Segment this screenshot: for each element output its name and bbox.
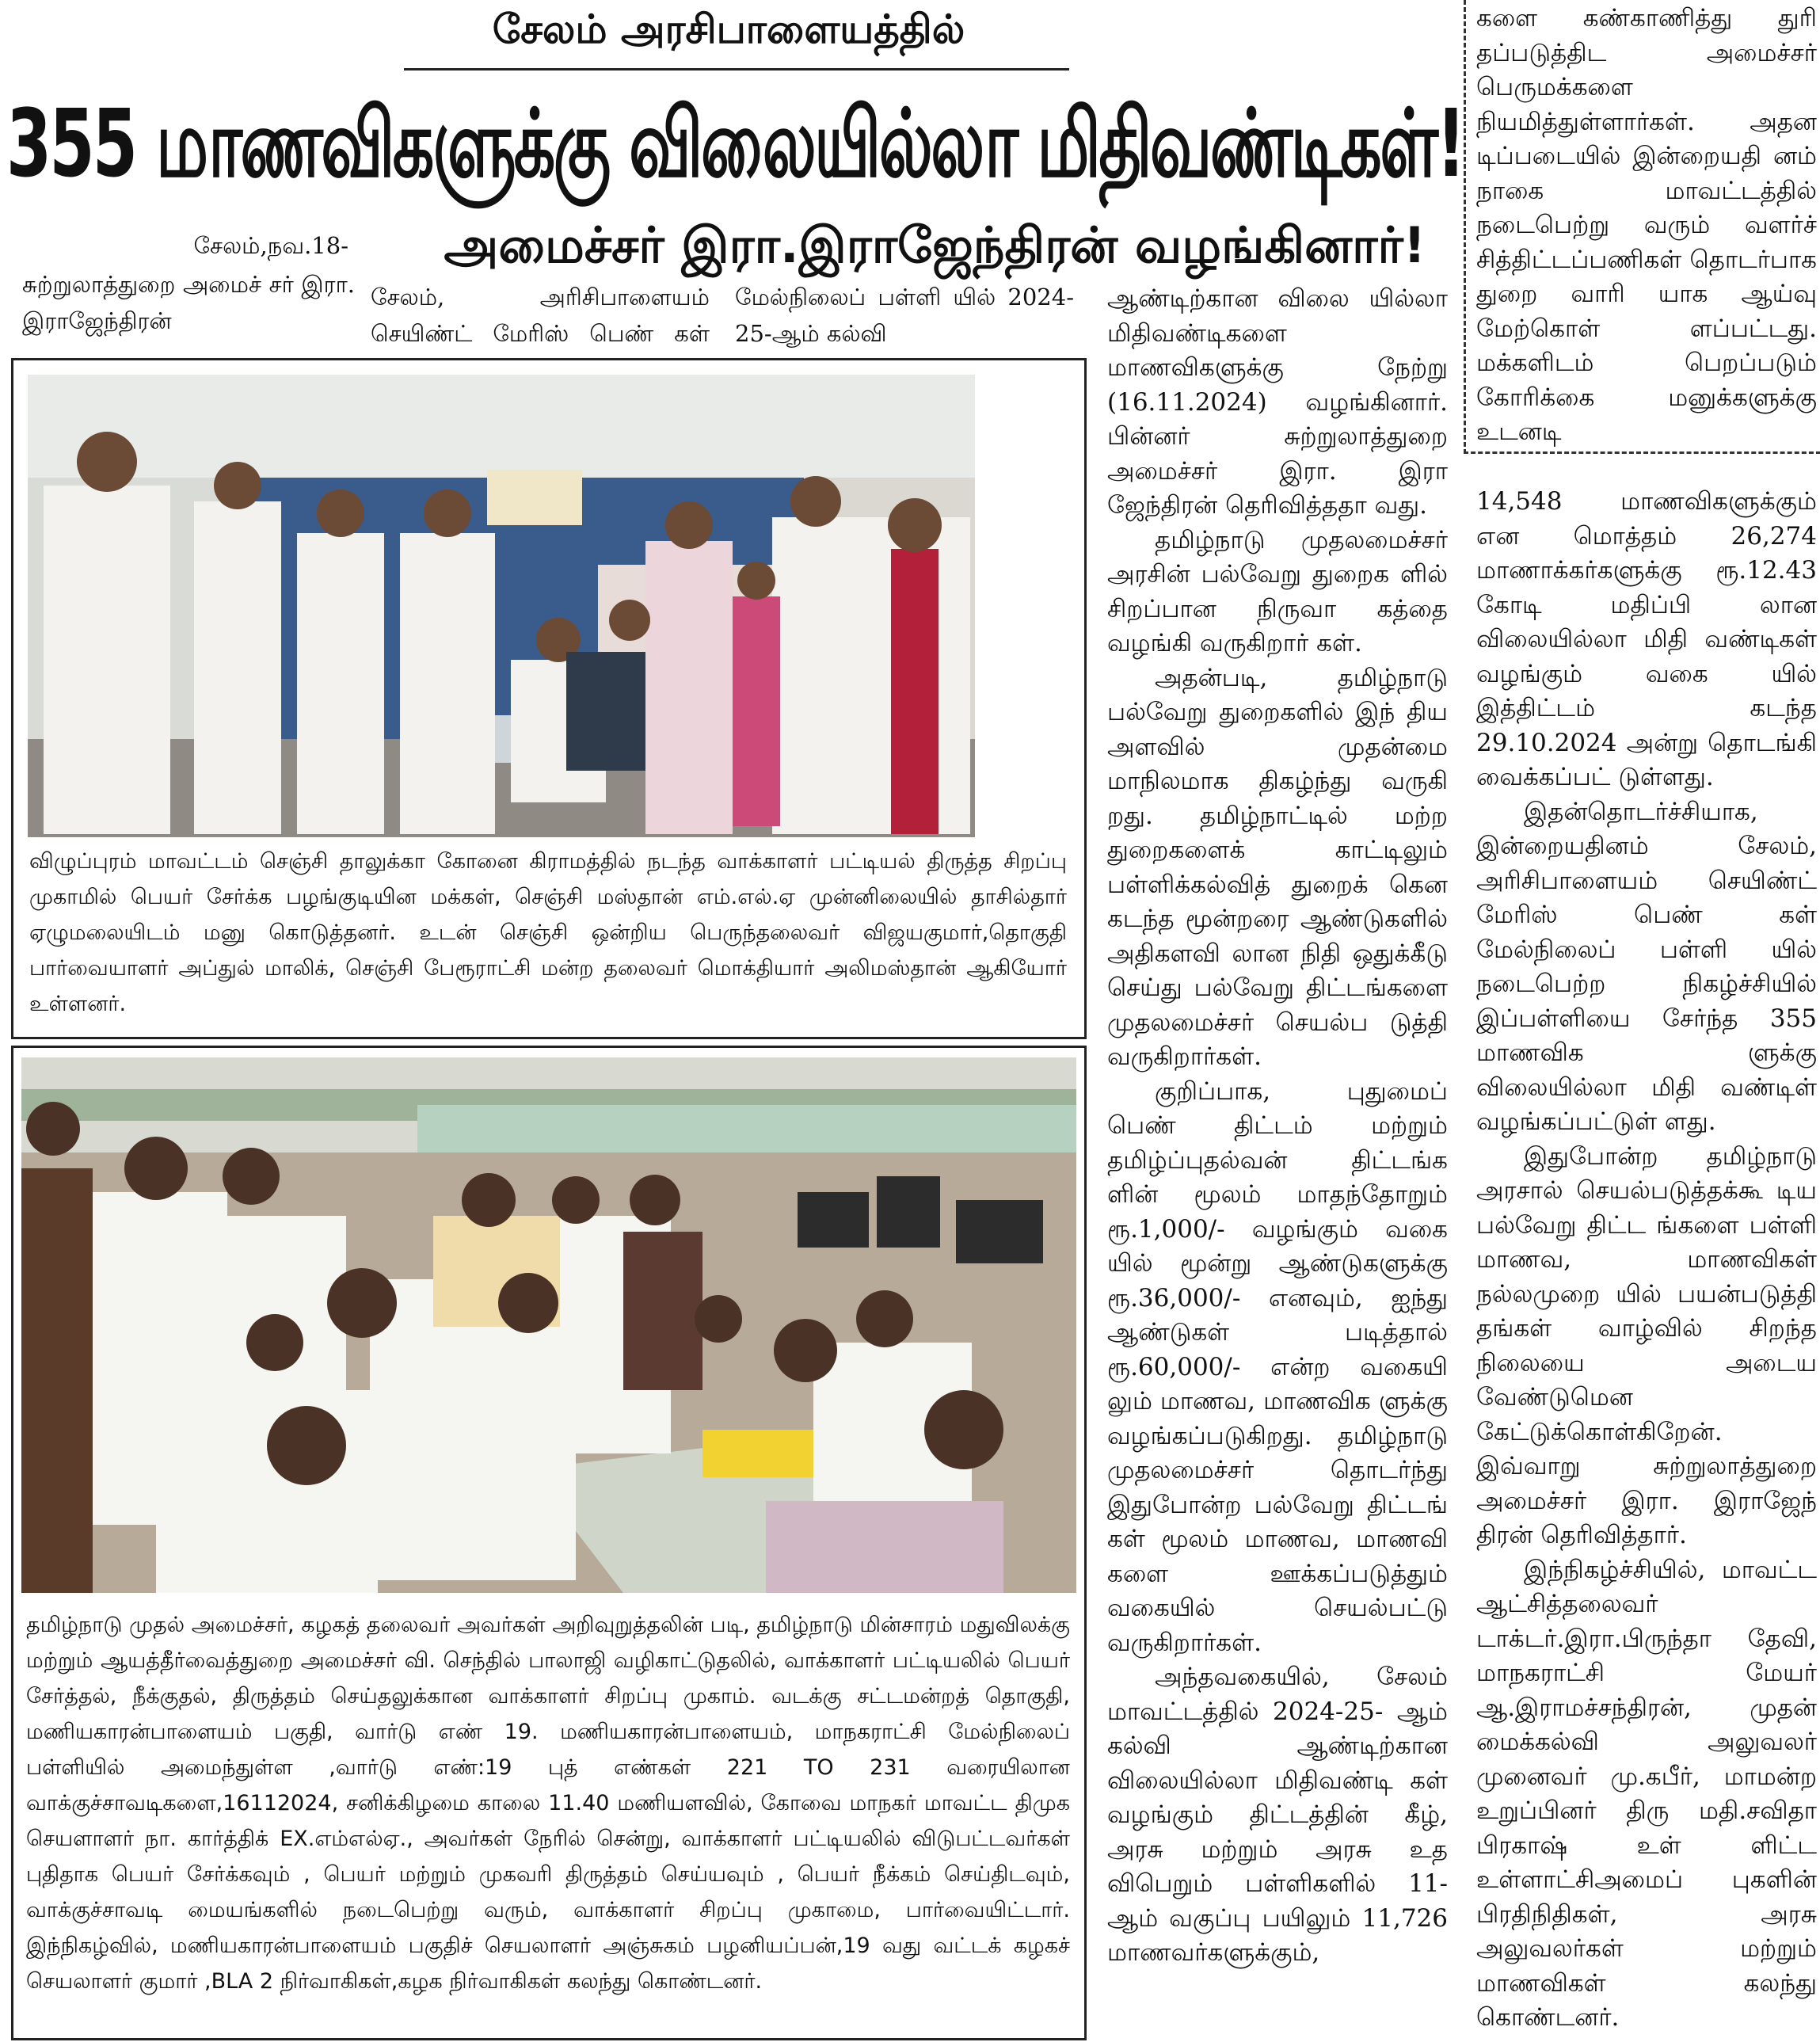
intro-continuation-text: சேலம், அரிசிபாளையம் செயிண்ட் மேரிஸ் பெண் கள் மேல்நிலைப் பள்ளி யில் 2024-25-ஆம் கல்வி — [371, 284, 1074, 347]
article-paragraph: ஆண்டிற்கான விலை யில்லா மிதிவண்டிகளை மாணவிகளுக்கு நேற்று (16.11.2024) வழங்கினார். பின்னர் சுற்றுலாத்துறை அமைச்சர் இரா. இரா ஜேந்திரன் தெரிவித்ததா வது. — [1107, 284, 1448, 520]
photo-1-caption: விழுப்புரம் மாவட்டம் செஞ்சி தாலுக்கா கோனை கிராமத்தில் நடந்த வாக்காளர் பட்டியல் திருத்த சிறப்பு முகாமில் பெயர் சேர்க்க பழங்குடியின மக்கள், செஞ்சி மஸ்தான் எம்.எல்.ஏ முன்னிலையில் தாசில்தார் ஏழுமலையிடம் மனு கொடுத்தனர். உடன் செஞ்சி ஒன்றிய பெருந்தலைவர் விஜயகுமார்,தொகுதி பார்வையாளர் அப்துல் மாலிக், செஞ்சி பேரூராட்சி மன்ற தலைவர் மொக்தியார் அலிமஸ்தான் ஆகியோர் உள்ளனர். — [29, 849, 1067, 1016]
article-paragraph: குறிப்பாக, புதுமைப் பெண் திட்டம் மற்றும் தமிழ்ப்புதல்வன் திட்டங்க ளின் மூலம் மாதந்தோறும் ரூ.1,000/- வழங்கும் வகை யில் மூன்று ஆண்டுகளுக்கு ரூ.36,000/- எனவும், ஐந்து ஆண்டுகள் படித்தால் ரூ.60,000/- என்ற வகையி லும் மாணவ, மாணவிக ளுக்கு வழங்கப்படுகிறது. தமிழ்நாடு முதலமைச்சர் தொடர்ந்து இதுபோன்ற பல்வேறு திட்டங் கள் மூலம் மாணவ, மாணவி களை ஊக்கப்படுத்தும் வகையில் செயல்பட்டு வருகிறார்கள். — [1107, 1076, 1448, 1657]
article-paragraph: அதன்படி, தமிழ்நாடு பல்வேறு துறைகளில் இந் திய அளவில் முதன்மை மாநிலமாக திகழ்ந்து வருகி றது. தமிழ்நாட்டில் மற்ற துறைகளைக் காட்டிலும் பள்ளிக்கல்வித் துறைக் கென கடந்த மூன்றரை ஆண்டுகளில் அதிகளவி லான நிதி ஒதுக்கீடு செய்து பல்வேறு திட்டங்களை முதலமைச்சர் செயல்ப டுத்தி வருகிறார்கள். — [1107, 663, 1448, 1071]
article-column-4 — [1476, 485, 1817, 2036]
article-paragraph: 14,548 மாணவிகளுக்கும் என மொத்தம் 26,274 மாணாக்கர்களுக்கு ரூ.12.43 கோடி மதிப்பி லான விலையில்லா மிதி வண்டிகள் வழங்கும் வகை யில் இத்திட்டம் கடந்த 29.10.2024 அன்று தொடங்கி வைக்கப்பட் டுள்ளது. — [1476, 487, 1817, 791]
kicker-title: சேலம் அரசிபாளையத்தில் — [492, 6, 965, 52]
article-paragraph: இதன்தொடர்ச்சியாக, இன்றையதினம் சேலம், அரிசிபாளையம் செயிண்ட் மேரிஸ் பெண் கள் மேல்நிலைப் பள்ளி யில் நடைபெற்ற நிகழ்ச்சியில் இப்பள்ளியை சேர்ந்த 355 மாணவிக ளுக்கு விலையில்லா மிதி வண்டிள் வழங்கப்பட்டுள் ளது. — [1476, 797, 1817, 1136]
intro-text: சுற்றுலாத்துறை அமைச் சர் இரா. இராஜேந்திரன் — [22, 271, 355, 334]
dateline: சேலம்,நவ.18- — [193, 232, 348, 259]
article-column-3 — [1107, 282, 1448, 1971]
previous-article-paragraph: களை கண்காணித்து துரி தப்படுத்திட அமைச்சர் பெருமக்களை நியமித்துள்ளார்கள். அதன டிப்படையில் இன்றையதி னம் நாகை மாவட்டத்தில் நடைபெற்று வரும் வளர்ச் சித்திட்டப்பணிகள் தொடர்பாக துறை வாரி யாக ஆய்வு மேற்கொள் ளப்பட்டது. மக்களிடம் பெறப்படும் கோரிக்கை மனுக்களுக்கு உடனடி — [1476, 4, 1817, 446]
article-paragraph: தமிழ்நாடு முதலமைச்சர் அரசின் பல்வேறு துறைக ளில் சிறப்பான நிருவா கத்தை வழங்கி வருகிறார் கள். — [1107, 525, 1448, 657]
article-paragraph: இந்நிகழ்ச்சியில், மாவட்ட ஆட்சித்தலைவர் டாக்டர்.இரா.பிருந்தா தேவி, மாநகராட்சி மேயர் ஆ.இராமச்சந்திரன், முதன் மைக்கல்வி அலுவலர் முனைவர் மு.கபீர், மாமன்ற உறுப்பினர் திரு மதி.சவிதா பிரகாஷ் உள் ளிட்ட உள்ளாட்சிஅமைப் புகளின் பிரதிநிதிகள், அரசு அலுவலர்கள் மற்றும் மாணவிகள் கலந்து கொண்டனர். — [1476, 1555, 1817, 2032]
photo-box-1 — [11, 358, 1087, 1039]
headline: 355 மாணவிகளுக்கு விலையில்லா மிதிவண்டிகள்! — [6, 89, 1464, 198]
photo-box-2 — [11, 1046, 1087, 2040]
previous-article-text — [1476, 2, 1817, 450]
photo-2-caption: தமிழ்நாடு முதல் அமைச்சர், கழகத் தலைவர் அவர்கள் அறிவுறுத்தலின் படி, தமிழ்நாடு மின்சாரம் மதுவிலக்கு மற்றும் ஆயத்தீர்வைத்துறை அமைச்சர் வி. செந்தில் பாலாஜி வழிகாட்டுதலில், வாக்காளர் பட்டியலில் பெயர் சேர்த்தல், நீக்குதல், திருத்தம் செய்தலுக்கான வாக்காளர் சிறப்பு முகாம். வடக்கு சட்டமன்றத் தொகுதி, மணியகாரன்பாளையம் பகுதி, வார்டு எண் 19. மணியகாரன்பாளையம், மாநகராட்சி மேல்நிலைப் பள்ளியில் அமைந்துள்ள ,வார்டு எண்:19 புத் எண்கள் 221 TO 231 வரையிலான வாக்குச்சாவடிகளை,16112024, சனிக்கிழமை காலை 11.40 மணியளவில், கோவை மாநகர் மாவட்ட திமுக செயளாளர் நா. கார்த்திக் EX.எம்எல்ஏ., அவர்கள் நேரில் சென்று, வாக்காளர் பட்டியலில் விடுபட்டவர்கள் புதிதாக பெயர் சேர்க்கவும் , பெயர் மற்றும் முகவரி திருத்தம் செய்யவும் , பெயர் நீக்கம் செய்திடவும், வாக்குச்சாவடி மையங்களில் நடைபெற்று வரும், வாக்காளர் சிறப்பு முகாமை, பார்வையிட்டார். இந்நிகழ்வில், மணியகாரன்பாளையம் பகுதிச் செயலாளர் அஞ்சுகம் பழனியப்பன்,19 வது வட்டக் கழகச் செயலாளர் குமார் ,BLA 2 நிர்வாகிகள்,கழக நிர்வாகிகள் கலந்து கொண்டனர். — [26, 1613, 1070, 1994]
subheadline: அமைச்சர் இரா.இராஜேந்திரன் வழங்கினார்! — [444, 216, 1426, 274]
article-paragraph: அந்தவகையில், சேலம் மாவட்டத்தில் 2024-25- ஆம் கல்வி ஆண்டிற்கான விலையில்லா மிதிவண்டி கள் வழங்கும் திட்டத்தின் கீழ், அரசு மற்றும் அரசு உத விபெறும் பள்ளிகளில் 11- ஆம் வகுப்பு பயிலும் 11,726 மாணவர்களுக்கும், — [1107, 1663, 1448, 1967]
photo-1-image — [28, 375, 975, 837]
kicker-rule — [404, 68, 1069, 70]
photo-2-image — [21, 1057, 1076, 1593]
article-paragraph: இதுபோன்ற தமிழ்நாடு அரசால் செயல்படுத்தக்கூ டிய பல்வேறு திட்ட ங்களை பள்ளி மாணவ, மாணவிகள் நல்லமுறை யில் பயன்படுத்தி தங்கள் வாழ்வில் சிறந்த நிலையை அடைய வேண்டுமென கேட்டுக்கொள்கிறேன். இவ்வாறு சுற்றுலாத்துறை அமைச்சர் இரா. இராஜேந் திரன் தெரிவித்தார். — [1476, 1141, 1817, 1549]
